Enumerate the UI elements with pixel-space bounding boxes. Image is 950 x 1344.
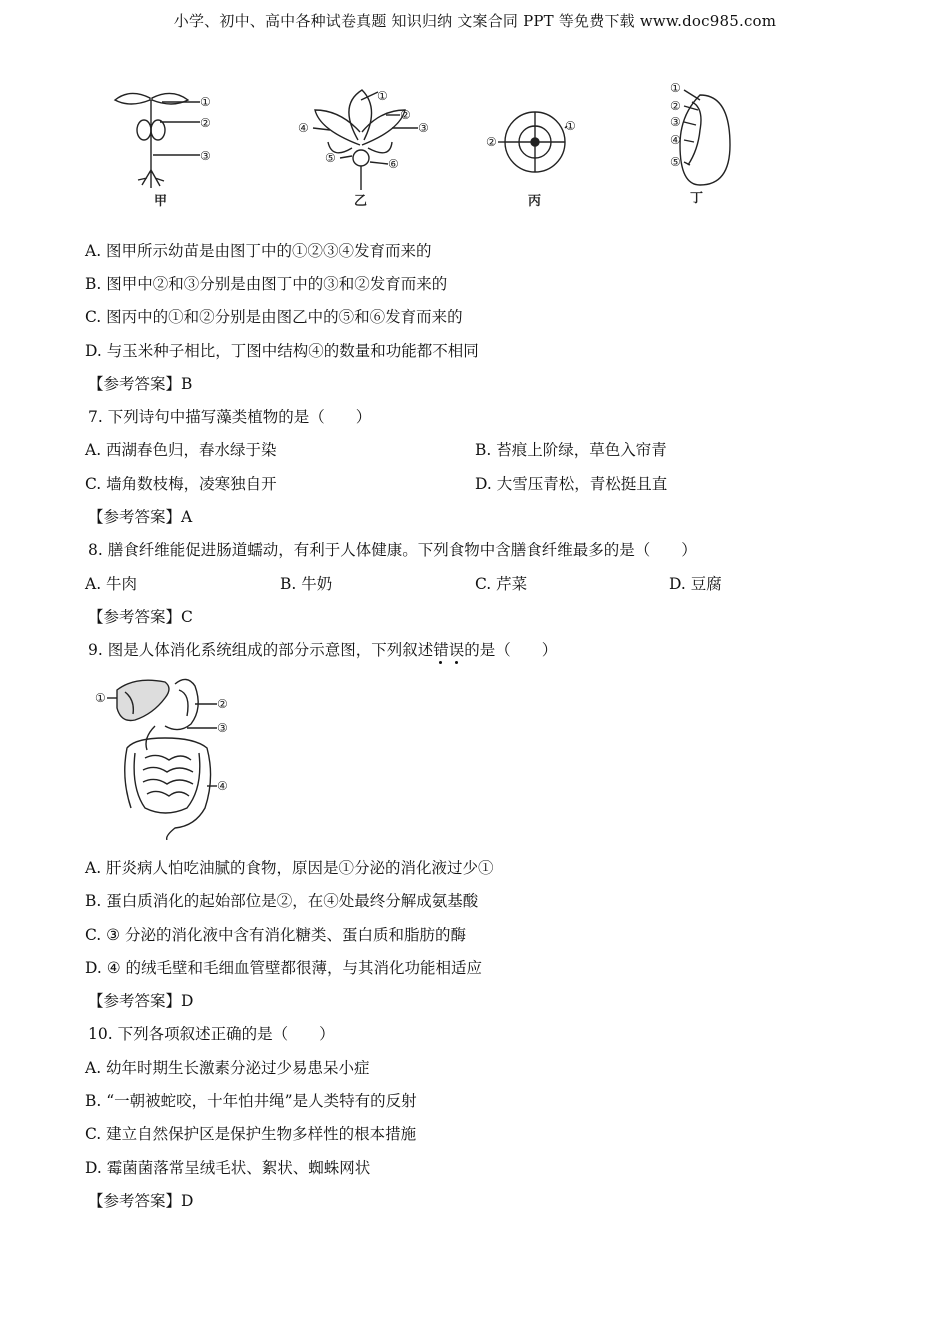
- page-header: 小学、初中、高中各种试卷真题 知识归纳 文案合同 PPT 等免费下载 www.doc985.com: [173, 12, 777, 30]
- q7-answer: 【参考答案】A: [88, 508, 193, 526]
- fruit-diagram: [498, 112, 567, 172]
- q10-option-a: A. 幼年时期生长激素分泌过少易患呆小症: [85, 1059, 370, 1077]
- q9-option-a: A. 肝炎病人怕吃油腻的食物，原因是①分泌的消化液过少①: [85, 859, 494, 877]
- q9-emphasis-2: [449, 641, 465, 659]
- marker: ①: [95, 691, 106, 705]
- marker: ④: [670, 133, 681, 147]
- q10-option-c: C. 建立自然保护区是保护生物多样性的根本措施: [85, 1125, 417, 1143]
- seed-diagram: [680, 90, 730, 185]
- q8-option-d: D. 豆腐: [669, 575, 722, 593]
- q6-option-a: A. 图甲所示幼苗是由图丁中的①②③④发育而来的: [85, 242, 432, 260]
- q8-option-a: A. 牛肉: [85, 575, 138, 593]
- q6-option-d: D. 与玉米种子相比，丁图中结构④的数量和功能都不相同: [85, 342, 479, 360]
- flower-diagram: [313, 90, 418, 190]
- figure-label-ding: 丁: [690, 191, 704, 206]
- q8-option-c: C. 芹菜: [475, 575, 528, 593]
- q9-emphasis-char: 误: [448, 641, 465, 659]
- figure-label-bing: 丙: [528, 194, 542, 209]
- marker: ②: [400, 108, 411, 122]
- q6-option-c: C. 图丙中的①和②分别是由图乙中的⑤和⑥发育而来的: [85, 308, 463, 326]
- q8-option-b: B. 牛奶: [280, 575, 333, 593]
- q6-answer: 【参考答案】B: [88, 375, 193, 393]
- q7-option-c: C. 墙角数枝梅，凌寒独自开: [85, 475, 277, 493]
- figure-label-jia: 甲: [154, 194, 168, 209]
- q9-emphasis-1: [433, 641, 449, 659]
- q9-option-b: B. 蛋白质消化的起始部位是②，在④处最终分解成氨基酸: [85, 892, 479, 910]
- figure-label-yi: 乙: [354, 194, 368, 209]
- q7-option-a: A. 西湖春色归，春水绿于染: [85, 441, 277, 459]
- q9-stem-pre: 9. 图是人体消化系统组成的部分示意图，下列叙述: [88, 641, 434, 659]
- q8-stem: 8. 膳食纤维能促进肠道蠕动，有利于人体健康。下列食物中含膳食纤维最多的是（ ）: [88, 541, 697, 559]
- seedling-diagram: [115, 93, 200, 188]
- q7-stem: 7. 下列诗句中描写藻类植物的是（ ）: [88, 408, 372, 426]
- marker: ④: [217, 779, 228, 793]
- q7-option-b: B. 苔痕上阶绿，草色入帘青: [475, 441, 667, 459]
- marker: ⑤: [670, 155, 681, 169]
- marker: ①: [377, 89, 388, 103]
- q9-answer: 【参考答案】D: [88, 992, 194, 1010]
- marker: ②: [486, 135, 497, 149]
- marker: ①: [200, 95, 211, 109]
- q9-emphasis-char: 错: [433, 641, 449, 659]
- marker: ④: [298, 121, 309, 135]
- q9-option-d: D. ④ 的绒毛壁和毛细血管壁都很薄，与其消化功能相适应: [85, 959, 483, 977]
- marker: ②: [200, 116, 211, 130]
- q8-answer: 【参考答案】C: [88, 608, 193, 626]
- marker: ②: [670, 99, 681, 113]
- marker: ①: [565, 119, 576, 133]
- q7-option-d: D. 大雪压青松，青松挺且直: [475, 475, 668, 493]
- marker: ①: [670, 81, 681, 95]
- q10-answer: 【参考答案】D: [88, 1192, 194, 1210]
- q10-option-d: D. 霉菌菌落常呈绒毛状、絮状、蜘蛛网状: [85, 1159, 371, 1177]
- marker: ②: [217, 697, 228, 711]
- marker: ⑤: [325, 151, 336, 165]
- marker: ⑥: [388, 157, 399, 171]
- q6-option-b: B. 图甲中②和③分别是由图丁中的③和②发育而来的: [85, 275, 448, 293]
- q10-option-b: B. “一朝被蛇咬，十年怕井绳”是人类特有的反射: [85, 1092, 417, 1110]
- plant-diagram-figure: [100, 70, 760, 215]
- marker: ③: [670, 115, 681, 129]
- marker: ③: [217, 721, 228, 735]
- marker: ③: [418, 121, 429, 135]
- q9-stem-post: 的是（ ）: [464, 641, 558, 659]
- digestive-system-diagram: [95, 668, 245, 840]
- q9-option-c: C. ③ 分泌的消化液中含有消化糖类、蛋白质和脂肪的酶: [85, 926, 466, 944]
- q10-stem: 10. 下列各项叙述正确的是（ ）: [88, 1025, 335, 1043]
- q9-stem: [88, 640, 557, 660]
- marker: ③: [200, 149, 211, 163]
